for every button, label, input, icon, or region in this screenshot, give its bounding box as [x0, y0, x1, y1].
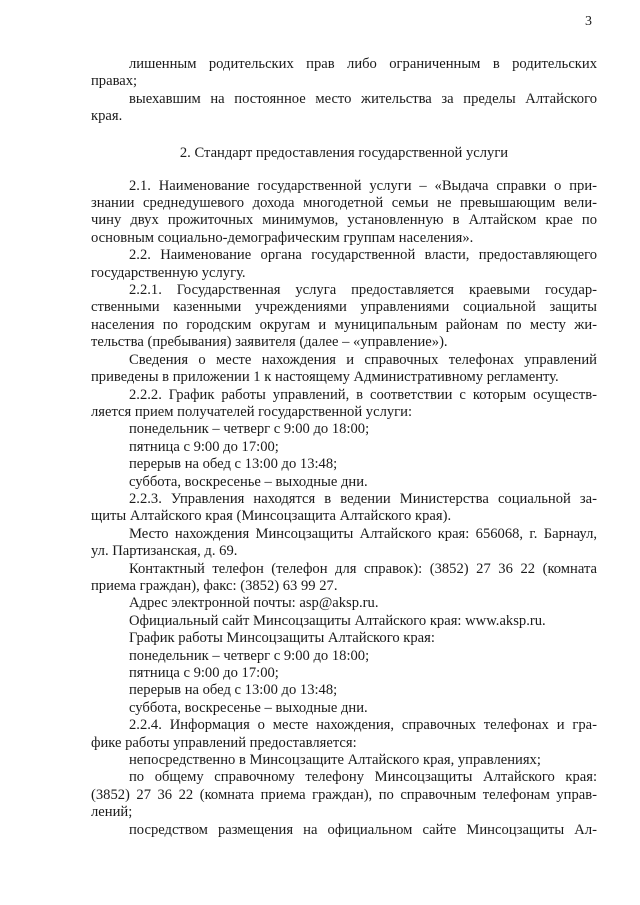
text-line: непосредственно в Минсоцзащите Алтайского края, управлениях;: [129, 752, 541, 769]
text-line: (3852) 27 36 22 (комната приема граждан), по справочным телефонам управ-: [91, 786, 597, 803]
text-line: государственную услугу.: [91, 264, 246, 281]
text-line: правах;: [91, 73, 138, 90]
text-line: суббота, воскресенье – выходные дни.: [129, 473, 368, 490]
text-line: 2.2.4. Информация о месте нахождения, справочных телефонах и гра-: [129, 717, 597, 734]
text-line: Адрес электронной почты: asp@aksp.ru.: [129, 595, 379, 612]
text-line: Контактный телефон (телефон для справок): (3852) 27 36 22 (комната: [129, 560, 597, 577]
section-heading: 2. Стандарт предоставления государственной услуги: [179, 144, 509, 161]
text-line: лишенным родительских прав либо ограниченным в родительских: [129, 56, 597, 72]
text-line: 2.2.2. График работы управлений, в соответствии с которым осуществ-: [129, 386, 597, 403]
text-line: Место нахождения Минсоцзащиты Алтайского края: 656068, г. Барнаул,: [129, 525, 597, 542]
text-line: посредством размещения на официальном сайте Минсоцзащиты Ал-: [129, 821, 597, 838]
text-line: чину двух прожиточных минимумов, установленную в Алтайском крае по: [91, 212, 597, 229]
text-line: перерыв на обед с 13:00 до 13:48;: [129, 682, 338, 699]
text-line: тельства (пребывания) заявителя (далее – «управление»).: [91, 334, 448, 351]
text-line: 2.1. Наименование государственной услуги – «Выдача справки о при-: [129, 177, 597, 194]
text-line: приема граждан), факс: (3852) 63 99 27.: [91, 577, 338, 594]
text-line: понедельник – четверг с 9:00 до 18:00;: [129, 647, 370, 664]
text-line: приведены в приложении 1 к настоящему Административному регламенту.: [91, 369, 559, 386]
text-line: щиты Алтайского края (Минсоцзащита Алтайского края).: [91, 508, 452, 525]
text-line: населения по городским округам и муниципальным районам по месту жи-: [91, 316, 597, 333]
text-line: пятница с 9:00 до 17:00;: [129, 665, 279, 681]
text-line: 2.2. Наименование органа государственной власти, предоставляющего: [129, 247, 597, 264]
text-line: Официальный сайт Минсоцзащиты Алтайского края: www.aksp.ru.: [129, 612, 546, 629]
text-line: 2.2.1. Государственная услуга предоставляется краевыми государ-: [129, 282, 597, 299]
text-line: лений;: [91, 804, 133, 821]
text-line: перерыв на обед с 13:00 до 13:48;: [129, 456, 338, 473]
document-body: [91, 56, 597, 839]
text-line: График работы Минсоцзащиты Алтайского края:: [129, 630, 435, 647]
text-line: края.: [91, 108, 123, 125]
text-line: основным социально-демографическим группам населения».: [91, 229, 474, 246]
text-line: ственными казенными учреждениями управлениями социальной защиты: [91, 299, 597, 316]
text-line: пятница с 9:00 до 17:00;: [129, 438, 279, 455]
text-line: ляется прием получателей государственной услуги:: [91, 403, 413, 420]
text-line: фике работы управлений предоставляется:: [91, 734, 357, 751]
text-line: по общему справочному телефону Минсоцзащиты Алтайского края:: [129, 769, 597, 786]
text-line: выехавшим на постоянное место жительства за пределы Алтайского: [129, 90, 597, 107]
text-line: понедельник – четверг с 9:00 до 18:00;: [129, 421, 370, 438]
text-line: суббота, воскресенье – выходные дни.: [129, 699, 368, 716]
text-line: Сведения о месте нахождения и справочных телефонах управлений: [129, 351, 597, 368]
text-line: ул. Партизанская, д. 69.: [91, 543, 238, 560]
text-line: 2.2.3. Управления находятся в ведении Министерства социальной за-: [129, 490, 597, 507]
page-number: 3: [585, 14, 592, 29]
text-line: знании среднедушевого дохода многодетной семьи не превышающим вели-: [91, 195, 597, 212]
